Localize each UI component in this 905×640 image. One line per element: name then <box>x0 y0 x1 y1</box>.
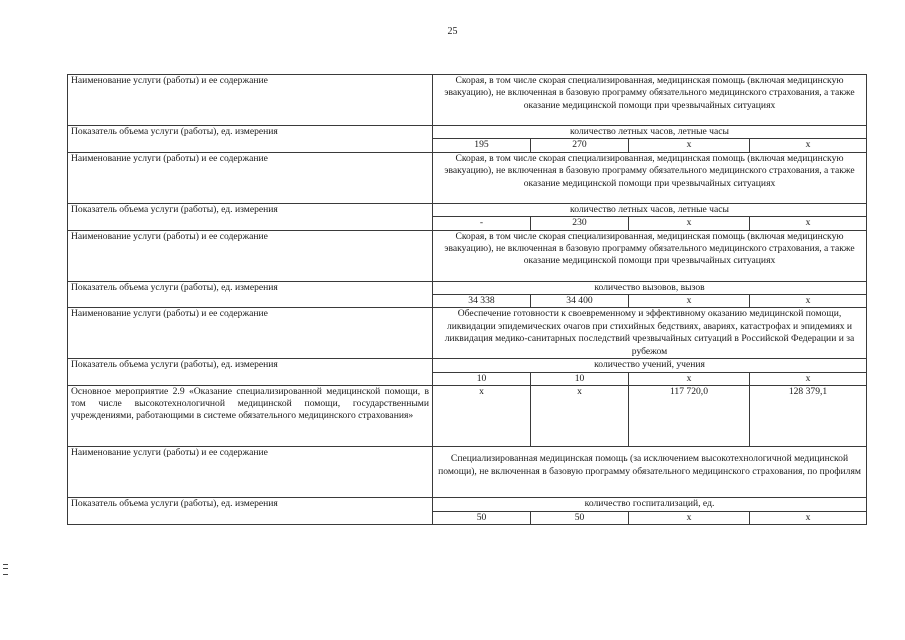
service-description: Обеспечение готовности к своевременному и эффективному оказанию медицинской помощи, ликвидации эпидемических очагов при стихийных бедствиях, авариях, катастрофах и эпидемиях и ликвидация медико-санитарных последствий чрезвычайных ситуаций в Российской Федерации и за рубежом <box>433 308 867 359</box>
service-name-label: Наименование услуги (работы) и ее содержание <box>68 308 433 359</box>
value-cell: х <box>750 511 867 524</box>
service-name-row <box>68 308 867 359</box>
service-name-row <box>68 152 867 203</box>
margin-mark <box>3 564 8 575</box>
finance-cell: х <box>433 386 531 447</box>
value-cell: 230 <box>531 217 629 230</box>
service-name-row <box>68 75 867 126</box>
service-name-label: Наименование услуги (работы) и ее содержание <box>68 447 433 498</box>
value-cell: 34 338 <box>433 295 531 308</box>
service-name-label: Наименование услуги (работы) и ее содержание <box>68 152 433 203</box>
value-cell: 270 <box>531 139 629 152</box>
service-name-row <box>68 230 867 281</box>
finance-cell: 128 379,1 <box>750 386 867 447</box>
indicator-row <box>68 281 867 294</box>
indicator-label: Показатель объема услуги (работы), ед. измерения <box>68 498 433 525</box>
services-table <box>67 74 867 525</box>
indicator-row <box>68 126 867 139</box>
value-cell: х <box>750 372 867 385</box>
value-cell: х <box>629 372 750 385</box>
value-cell: х <box>750 139 867 152</box>
value-cell: х <box>629 511 750 524</box>
service-name-row <box>68 447 867 498</box>
main-event-text: Основное мероприятие 2.9 «Оказание специализированной медицинской помощи, в том числе высокотехнологичной медицинской помощи, государственными учреждениями, работающими в системе обязательного медицинского страхования» <box>68 386 433 447</box>
service-description: Скорая, в том числе скорая специализированная, медицинская помощь (включая медицинскую эвакуацию), не включенная в базовую программу обязательного медицинского страхования, а также оказание медицинской помощи при чрезвычайных ситуациях <box>433 75 867 126</box>
service-name-label: Наименование услуги (работы) и ее содержание <box>68 230 433 281</box>
service-description: Скорая, в том числе скорая специализированная, медицинская помощь (включая медицинскую эвакуацию), не включенная в базовую программу обязательного медицинского страхования, а также оказание медицинской помощи при чрезвычайных ситуациях <box>433 230 867 281</box>
service-name-label: Наименование услуги (работы) и ее содержание <box>68 75 433 126</box>
value-cell: х <box>750 217 867 230</box>
indicator-unit: количество летных часов, летные часы <box>433 203 867 216</box>
main-event-row <box>68 386 867 447</box>
value-cell: 10 <box>531 372 629 385</box>
finance-cell: х <box>531 386 629 447</box>
page-number: 25 <box>447 26 458 37</box>
indicator-row <box>68 203 867 216</box>
value-cell: - <box>433 217 531 230</box>
value-cell: х <box>629 217 750 230</box>
indicator-row <box>68 498 867 511</box>
indicator-unit: количество летных часов, летные часы <box>433 126 867 139</box>
indicator-row <box>68 359 867 372</box>
value-cell: 50 <box>531 511 629 524</box>
value-cell: 50 <box>433 511 531 524</box>
indicator-unit: количество вызовов, вызов <box>433 281 867 294</box>
indicator-label: Показатель объема услуги (работы), ед. измерения <box>68 359 433 386</box>
finance-cell: 117 720,0 <box>629 386 750 447</box>
indicator-label: Показатель объема услуги (работы), ед. измерения <box>68 203 433 230</box>
value-cell: 10 <box>433 372 531 385</box>
indicator-label: Показатель объема услуги (работы), ед. измерения <box>68 126 433 153</box>
indicator-unit: количество учений, учения <box>433 359 867 372</box>
service-description: Скорая, в том числе скорая специализированная, медицинская помощь (включая медицинскую эвакуацию), не включенная в базовую программу обязательного медицинского страхования, а также оказание медицинской помощи при чрезвычайных ситуациях <box>433 152 867 203</box>
value-cell: х <box>750 295 867 308</box>
service-description: Специализированная медицинская помощь (за исключением высокотехнологичной медицинской помощи), не включенная в базовую программу обязательного медицинского страхования, по профилям <box>433 447 867 498</box>
value-cell: х <box>629 139 750 152</box>
indicator-unit: количество госпитализаций, ед. <box>433 498 867 511</box>
value-cell: 34 400 <box>531 295 629 308</box>
indicator-label: Показатель объема услуги (работы), ед. измерения <box>68 281 433 308</box>
value-cell: 195 <box>433 139 531 152</box>
value-cell: х <box>629 295 750 308</box>
